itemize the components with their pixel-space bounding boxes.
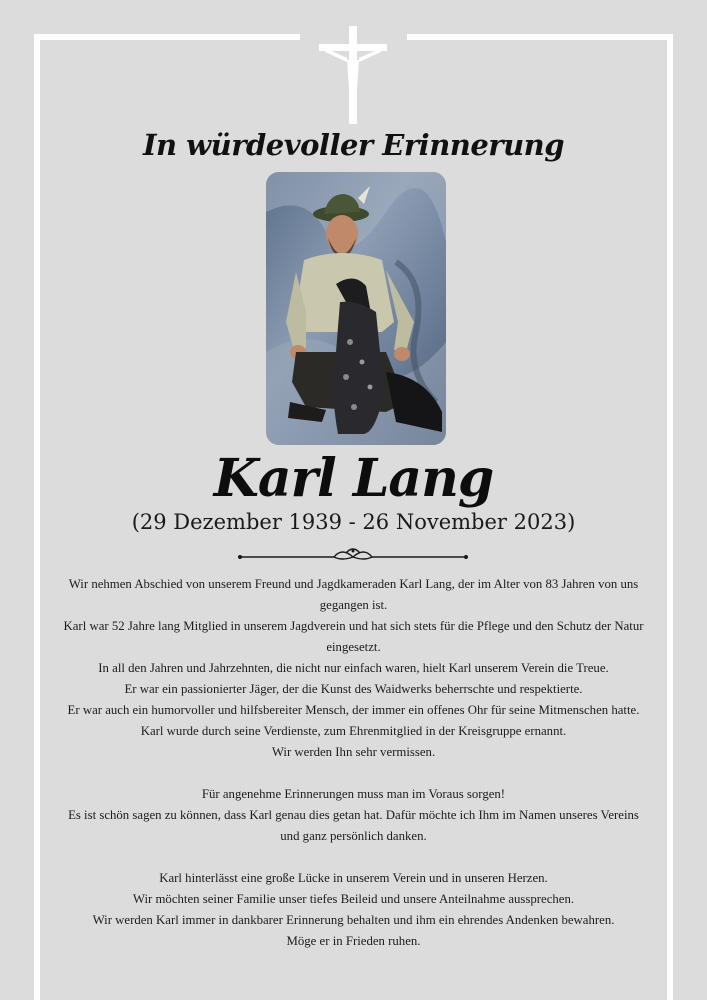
deceased-name: Karl Lang [213,448,494,509]
frame-top-right-border [407,34,673,40]
frame-top-left-border [34,34,300,40]
tribute-text [58,574,649,952]
paragraph-gap [58,763,649,784]
crucifix-icon [319,26,387,124]
life-dates: (29 Dezember 1939 - 26 November 2023) [131,510,576,534]
tribute-line: Möge er in Frieden ruhen. [286,934,421,948]
tribute-line: Er war auch ein humorvoller und hilfsbereiter Mensch, der immer ein offenes Ohr für seine Mitmenschen hatte. [67,703,640,717]
tribute-line: Karl war 52 Jahre lang Mitglied in unserem Jagdverein und hat sich stets für die Pflege und den Schutz der Natur eingesetzt. [63,619,644,654]
tribute-line: Es ist schön sagen zu können, dass Karl genau dies getan hat. Dafür möchte ich Ihm im Namen unseres Vereins und ganz persönlich danken. [68,808,639,843]
portrait-photo [266,172,446,445]
tribute-line: Für angenehme Erinnerungen muss man im Voraus sorgen! [201,787,506,801]
memorial-heading: In würdevoller Erinnerung [142,128,565,162]
tribute-line: Karl hinterlässt eine große Lücke in unserem Verein und in unseren Herzen. [159,871,548,885]
ornament-divider [238,545,468,567]
tribute-line: Wir nehmen Abschied von unserem Freund und Jagdkameraden Karl Lang, der im Alter von 83 Jahren von uns gegangen ist. [68,577,639,612]
tribute-line: Karl wurde durch seine Verdienste, zum Ehrenmitglied in der Kreisgruppe ernannt. [140,724,567,738]
tribute-line: Wir werden Ihn sehr vermissen. [271,745,436,759]
tribute-line: Wir werden Karl immer in dankbarer Erinnerung behalten und ihm ein ehrendes Andenken bewahren. [92,913,615,927]
paragraph-gap [58,847,649,868]
tribute-line: Wir möchten seiner Familie unser tiefes Beileid und unsere Anteilnahme aussprechen. [132,892,575,906]
tribute-line: Er war ein passionierter Jäger, der die Kunst des Waidwerks beherrschte und respektierte. [124,682,583,696]
tribute-line: In all den Jahren und Jahrzehnten, die nicht nur einfach waren, hielt Karl unserem Verein die Treue. [98,661,609,675]
